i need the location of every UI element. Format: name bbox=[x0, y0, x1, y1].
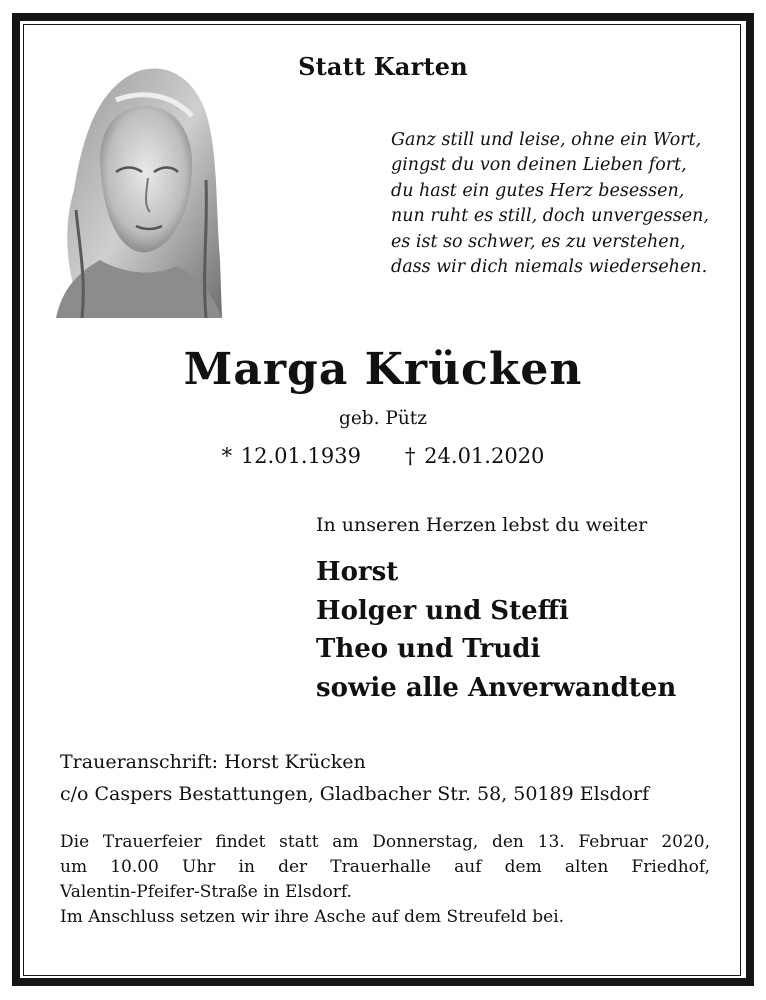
service-line: Die Trauerfeier findet statt am Donnerstag, den 13. Februar 2020, bbox=[60, 832, 710, 852]
mourner-name: sowie alle Anverwandten bbox=[316, 672, 677, 703]
poem bbox=[391, 128, 721, 280]
header-title: Statt Karten bbox=[298, 52, 468, 81]
mourner-name: Theo und Trudi bbox=[316, 634, 541, 664]
madonna-portrait-image bbox=[56, 60, 222, 318]
life-dates bbox=[160, 444, 606, 468]
address-line: c/o Caspers Bestattungen, Gladbacher Str. 58, 50189 Elsdorf bbox=[60, 783, 650, 805]
service-line: Valentin-Pfeifer-Straße in Elsdorf. bbox=[60, 882, 352, 902]
poem-line: nun ruht es still, doch unvergessen, bbox=[391, 206, 709, 227]
mourner-name: Horst bbox=[316, 557, 399, 587]
mourners-list bbox=[316, 553, 676, 707]
funeral-service-info bbox=[60, 830, 710, 930]
mourners-tagline: In unseren Herzen lebst du weiter bbox=[316, 514, 648, 536]
poem-line: du hast ein gutes Herz besessen, bbox=[391, 180, 685, 201]
address-line: Traueranschrift: Horst Krücken bbox=[60, 751, 366, 773]
death-date: † 24.01.2020 bbox=[405, 444, 545, 468]
poem-line: Ganz still und leise, ohne ein Wort, bbox=[391, 130, 702, 150]
service-line: Im Anschluss setzen wir ihre Asche auf dem Streufeld bei. bbox=[60, 907, 565, 927]
service-line: um 10.00 Uhr in der Trauerhalle auf dem alten Friedhof, bbox=[60, 857, 710, 877]
mourner-name: Holger und Steffi bbox=[316, 595, 569, 626]
poem-line: gingst du von deinen Lieben fort, bbox=[391, 155, 687, 176]
poem-line: dass wir dich niemals wiedersehen. bbox=[391, 257, 708, 278]
birth-date: * 12.01.1939 bbox=[221, 444, 361, 468]
mourning-address bbox=[60, 746, 649, 810]
deceased-name: Marga Krücken bbox=[183, 344, 583, 395]
birth-name: geb. Pütz bbox=[339, 408, 427, 429]
poem-line: es ist so schwer, es zu verstehen, bbox=[391, 231, 686, 252]
